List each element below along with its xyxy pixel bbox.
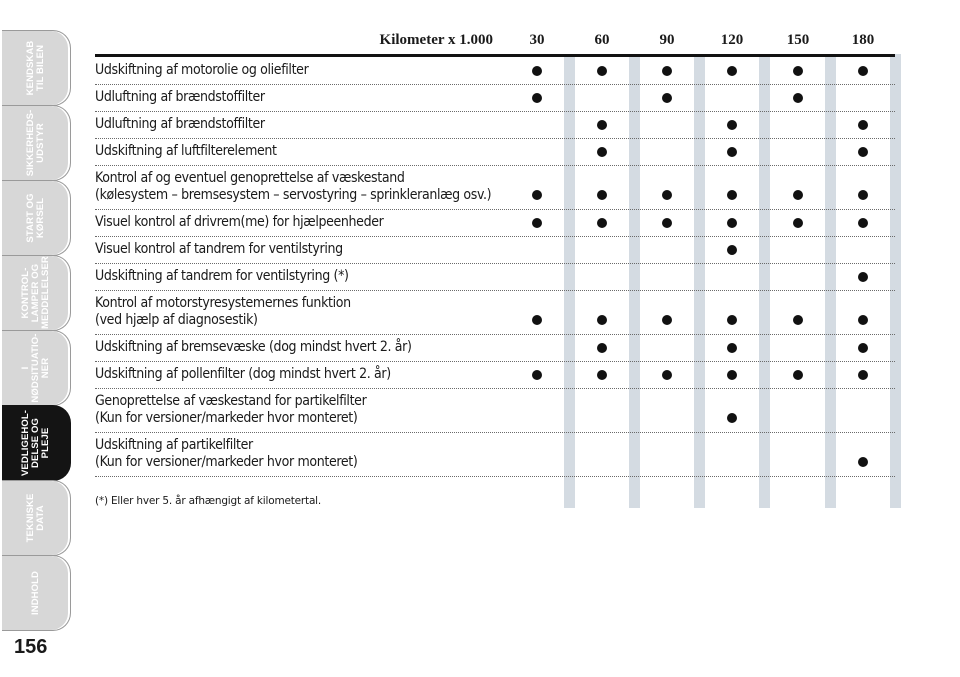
page-number: 156 [14,636,48,658]
interval-dot [532,370,542,380]
interval-dot [532,315,542,325]
km-column-header: 180 [851,32,875,48]
chapter-tab-label: KONTROL- LAMPER OG MEDDELELSER [20,256,51,329]
km-column-header: 90 [659,32,675,48]
row-label: Udskiftning af tandrem for ventilstyring (*) [95,268,349,284]
interval-dot [858,120,868,130]
km-column-header: 120 [720,32,744,48]
interval-dot [597,120,607,130]
interval-dot [727,315,737,325]
chapter-tab-label: KENDSKAB TIL BILEN [25,40,46,96]
chapter-tab-label: I NØDSITUATIO- NER [20,333,51,403]
interval-dot [858,315,868,325]
table-row [95,236,895,264]
table-row [95,138,895,166]
chapter-tab[interactable] [2,105,71,181]
interval-dot [727,147,737,157]
interval-dot [727,218,737,228]
interval-dot [662,370,672,380]
interval-dot [793,190,803,200]
chapter-tab[interactable] [2,405,71,481]
chapter-tab-label: INDHOLD [30,571,41,615]
interval-dot [662,315,672,325]
table-row [95,209,895,237]
interval-dot [793,370,803,380]
row-label: Udskiftning af bremsevæske (dog mindst hvert 2. år) [95,339,412,355]
row-label: Udskiftning af motorolie og oliefilter [95,62,309,78]
interval-dot [793,93,803,103]
interval-dot [597,315,607,325]
table-row [95,388,895,433]
row-label: Udluftning af brændstoffilter [95,116,265,132]
interval-dot [793,66,803,76]
table-row [95,263,895,291]
interval-dot [858,190,868,200]
interval-dot [727,370,737,380]
table-row [95,84,895,112]
interval-dot [858,66,868,76]
chapter-tab-label: START OG KØRSEL [25,193,46,243]
row-label: Visuel kontrol af drivrem(me) for hjælpeenheder [95,214,384,230]
chapter-tab-label: TEKNISKE DATA [25,493,46,543]
interval-dot [727,343,737,353]
km-column-header: 150 [786,32,810,48]
interval-dot [727,190,737,200]
table-row [95,165,895,210]
interval-dot [662,66,672,76]
interval-dot [858,343,868,353]
interval-dot [662,93,672,103]
interval-dot [727,413,737,423]
km-column-header: 30 [529,32,545,48]
interval-dot [858,218,868,228]
table-row [95,57,895,85]
chapter-tab[interactable] [2,255,71,331]
chapter-tab[interactable] [2,480,71,556]
interval-dot [597,343,607,353]
interval-dot [662,218,672,228]
chapter-tab[interactable] [2,555,71,631]
interval-dot [858,272,868,282]
interval-dot [727,66,737,76]
table-row [95,290,895,335]
interval-dot [858,147,868,157]
km-column-header: 60 [594,32,610,48]
interval-dot [532,93,542,103]
table-row [95,432,895,477]
header-title: Kilometer x 1.000 [379,32,493,48]
row-label: Visuel kontrol af tandrem for ventilstyring [95,241,343,257]
interval-dot [858,457,868,467]
chapter-tab[interactable] [2,180,71,256]
chapter-tab[interactable] [2,30,71,106]
row-label: Udluftning af brændstoffilter [95,89,265,105]
row-label: Udskiftning af partikelfilter (Kun for versioner/markeder hvor monteret) [95,437,358,470]
interval-dot [597,66,607,76]
row-label: Kontrol af og eventuel genoprettelse af væskestand (kølesystem – bremsesystem – servostyring – sprinkleranlæg osv.) [95,170,492,203]
chapter-tab-label: VEDLIGEHOL- DELSE OG PLEJE [20,409,51,477]
interval-dot [532,190,542,200]
interval-dot [793,315,803,325]
row-label: Genoprettelse af væskestand for partikelfilter (Kun for versioner/markeder hvor monteret) [95,393,367,426]
footnote: (*) Eller hver 5. år afhængigt af kilometertal. [95,495,322,507]
row-label: Udskiftning af pollenfilter (dog mindst hvert 2. år) [95,366,391,382]
interval-dot [662,190,672,200]
interval-dot [532,218,542,228]
table-row [95,334,895,362]
chapter-tab[interactable] [2,330,71,406]
chapter-tab-label: SIKKERHEDS- UDSTYR [25,109,46,177]
table-row [95,361,895,389]
interval-dot [597,370,607,380]
row-label: Udskiftning af luftfilterelement [95,143,277,159]
interval-dot [858,370,868,380]
table-header [95,28,895,57]
interval-dot [727,120,737,130]
row-label: Kontrol af motorstyresystemernes funktion (ved hjælp af diagnosestik) [95,295,351,328]
interval-dot [532,66,542,76]
interval-dot [597,147,607,157]
interval-dot [597,190,607,200]
table-row [95,111,895,139]
interval-dot [727,245,737,255]
interval-dot [597,218,607,228]
interval-dot [793,218,803,228]
